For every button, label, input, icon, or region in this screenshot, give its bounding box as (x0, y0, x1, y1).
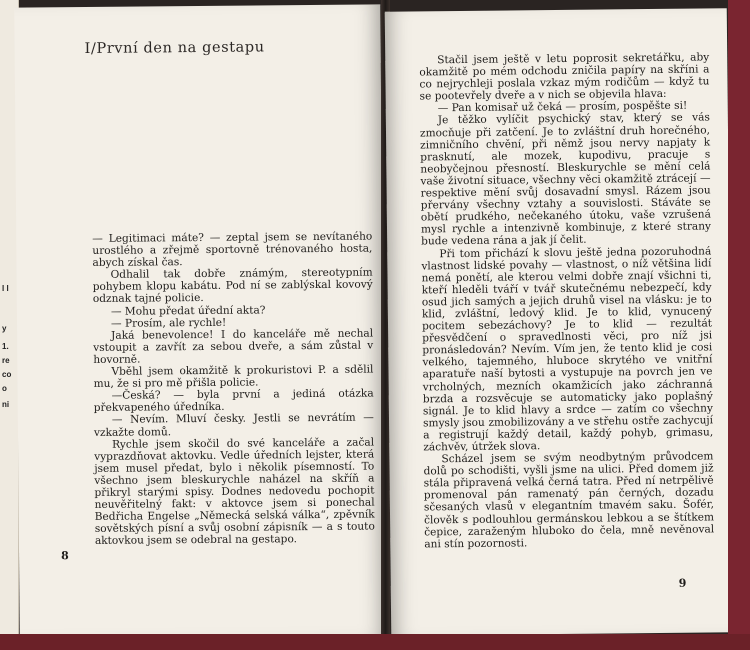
right-page-text (419, 51, 714, 550)
margin-fragment: 1. (2, 342, 9, 351)
paragraph: Vběhl jsem okamžitě k prokuristovi P. a sdělil mu, že si pro mě přišla policie. (93, 363, 374, 391)
margin-fragment: y (2, 324, 7, 333)
margin-fragment: ni (2, 400, 10, 409)
paragraph: Je těžko vylíčit psychický stav, který se vás zmocňuje při zatčení. Je to zvláštní druh horečného, zimničního chvění, při němž jsou nervy napjaty k prasknutí, ale mozek, kupodivu, pracuje s neobyčejnou přesností. Bleskurychle se mění celá vaše životní situace, všechny věci okamžitě ztrácejí — respektive mění svůj dosavadní smysl. Rázem jsou přervány všechny vztahy a souvislosti. Stáváte se obětí prudkého, nečekaného útoku, vaše vzrušená mysl rychle a intenzivně kombinuje, z které strany bude vedena rána a jak jí čelit. (419, 111, 712, 248)
book-cover-edge (728, 0, 750, 650)
paragraph: — Mohu předat úřední akta? (110, 303, 266, 318)
margin-fragment: o (2, 384, 7, 393)
paragraph: — Nevím. Mluví česky. Jestli se nevrátím — vzkažte domů. (93, 411, 374, 439)
paragraph: — Legitimaci máte? — zeptal jsem se nevítaného urostlého a zřejmě sportovně trénovaného hosta, abych získal čas. (92, 230, 373, 270)
paragraph: — Prosím, ale rychle! (110, 316, 227, 330)
paragraph: — Pan komisař už čeká — prosím, pospěšte si! (437, 100, 688, 115)
right-page (385, 8, 734, 636)
paragraph: —Česká? — byla první a jediná otázka překvapeného úředníka. (93, 387, 374, 415)
margin-fragment: l l (2, 284, 9, 293)
paragraph: Stačil jsem ještě v letu poprosit sekretářku, aby okamžitě po mém odchodu zničila papíry na skříni a co nejrychleji poslala vzkaz mým rodičům — když tu se pootevřely dveře a v nich se objevila hlava: (419, 51, 710, 103)
margin-fragment: re (2, 356, 10, 365)
paragraph: Rychle jsem skočil do své kanceláře a začal vyprazdňovat aktovku. Vedle úředních lejster, která jsem musel předat, bylo i několik písemností. To všechno jsem bleskurychle naházel na skříň a přikryl starými spisy. Dodnes nedovedu pochopit neuvěřitelný fakt: v aktovce jsem si ponechal Bedřicha Engelse „Německá selská válka“, zpěvník sovětských písní a svůj osobní zápisník — a s touto aktovkou jsem se odebral na gestapo. (94, 436, 375, 548)
chapter-title: I/První den na gestapu (84, 39, 265, 57)
paragraph: Scházel jsem se svým neodbytným průvodcem dolů po schodišti, vyšli jsme na ulici. Před domem již stála připravená velká černá tatra. Před ní netrpělivě promenoval pán ramenatý pán černých, dozadu sčesaných vlasů v elegantním tmavém saku. Šofér, člověk s podlouhlou germánskou lebkou a se štítkem čepice, zaraženým hluboko do čela, mně nevěnoval ani stín pozornosti. (423, 450, 715, 551)
margin-fragment: co (2, 370, 12, 379)
page-number: 8 (60, 549, 69, 563)
paragraph: Jaká benevolence! I do kanceláře mě nechal vstoupit a zavřít za sebou dveře, a sám zůstal v hovorně. (93, 327, 374, 366)
left-page (14, 4, 385, 637)
left-page-text (92, 230, 375, 547)
paragraph: Při tom přichází k slovu ještě jedna pozoruhodná vlastnost lidské povahy — vlastnost, o níž většina lidí nemá ponětí, ale kterou velmi dobře znají všichni ti, kteří hleděli tváří v tvář skutečnému nebezpečí, kdy osud jich samých a jejich druhů visel na vlásku: je to klid, zvláštní, ledový klid. Je to klid, vynucený pocitem sebezáchovy? Je to klid — rezultát přesvědčení o spravedlnosti věci, pro níž jsi pronásledován? Nevím. Vím jen, že tento klid je cosi velkého, tajemného, hluboce skrytého ve vnitřní aparatuře naší bytosti a vystupuje na povrch jen ve vrcholných, mezních okamžicích jako záchranná brzda a rozsvěcuje se automaticky jako poplašný signál. Je to klid hlavy a srdce — zatím co všechny smysly jsou zmobilizovány a ve střehu ostře zachycují a registrují každý detail, každý pohyb, grimasu, záchvěv, útržek slova. (421, 244, 714, 454)
paragraph: Odhalil tak dobře známým, stereotypním pohybem klopu kabátu. Pod ní se zablýskal kovový odznak tajné policie. (92, 266, 373, 306)
book-cover-bottom (0, 634, 750, 650)
page-number: 9 (678, 576, 687, 590)
